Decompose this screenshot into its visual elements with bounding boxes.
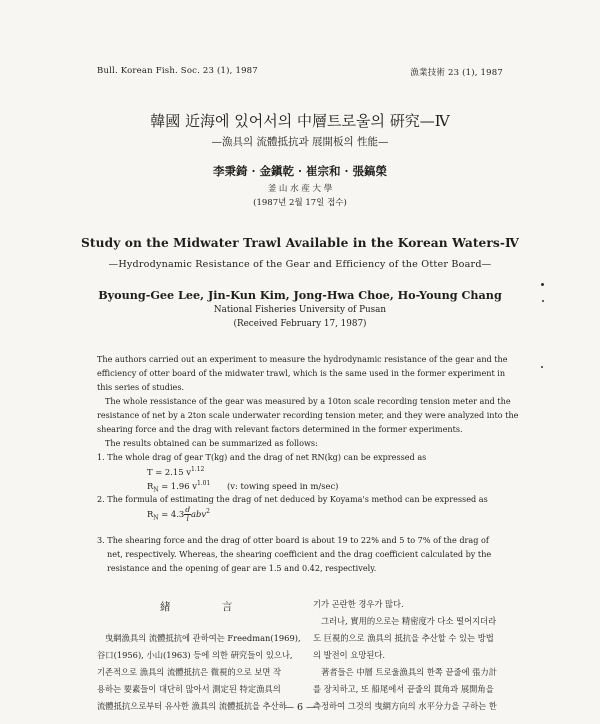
abstract-results-intro: The results obtained can be summarized as follows: xyxy=(105,438,318,448)
eq-body: T = 2.15 v xyxy=(147,466,191,477)
abstract-paragraph-2 xyxy=(97,395,519,437)
body-column-right xyxy=(313,596,515,715)
eq-body: = 1.96 v xyxy=(158,480,197,491)
eq-note: (v: towing speed in m/sec) xyxy=(226,480,339,491)
body-line: 流體抵抗으로부터 유사한 漁具의 流體抵抗을 추산하 xyxy=(97,701,287,711)
english-authors: Byoung-Gee Lee, Jin-Kun Kim, Jong-Hwa Choe, Ho-Young Chang xyxy=(98,288,502,302)
body-line: 谷口(1956), 小山(1963) 등에 의한 硏究들이 있으나, xyxy=(97,650,293,660)
scan-speck xyxy=(541,283,544,286)
abstract-line: The whole ressistance of the gear was measured by a 10ton scale recording tension meter and the xyxy=(105,396,511,406)
running-head-right: 漁業技術 23 (1), 1987 xyxy=(410,68,503,78)
korean-subtitle: —漁具의 流體抵抗과 展開板의 性能— xyxy=(211,136,389,148)
abstract-line: this series of studies. xyxy=(97,381,185,392)
body-line: 도 巨視的으로 漁具의 抵抗을 추산할 수 있는 방법 xyxy=(313,633,494,643)
body-line: 기존적으로 漁具의 流體抵抗은 微視的으로 보면 작 xyxy=(97,667,282,677)
page-number: — 6 — xyxy=(284,702,316,713)
result-item-1: 1. The whole drag of gear T(kg) and the drag of net RN(kg) can be expressed as xyxy=(97,452,427,462)
body-line: 著者들은 中層 트로울漁具의 한쪽 끝줄에 張力計 xyxy=(321,667,498,677)
eq-fraction-denominator: l xyxy=(186,514,189,523)
english-title: Study on the Midwater Trawl Available in the Korean Waters-Ⅳ xyxy=(81,236,519,250)
eq-exponent: 1.12 xyxy=(190,466,205,473)
korean-authors: 李秉錡 · 金鎭乾 · 崔宗和 · 張鎬榮 xyxy=(212,164,388,178)
result-item-3 xyxy=(97,534,503,576)
abstract-line: resistance of net by a 2ton scale underwater recording tension meter, and they were analyzed into the xyxy=(97,409,519,420)
abstract-line: 3. The shearing force and the drag of otter board is about 19 to 22% and 5 to 7% of the drag of xyxy=(97,535,489,545)
body-line: 를 장치하고, 또 船尾에서 끝줄의 貫角과 展開角을 xyxy=(313,684,494,694)
abstract-line: net, respectively. Whereas, the shearing coefficient and the drag coefficient calculated by the xyxy=(107,548,492,559)
eq-exponent: 2 xyxy=(206,508,210,516)
eq-symbol: R xyxy=(147,509,154,519)
equation-koyama xyxy=(147,506,210,523)
scan-speck xyxy=(541,366,543,368)
body-line: 曳網漁具의 流體抵抗에 관하여는 Freedman(1969), xyxy=(105,633,301,643)
korean-received-date: (1987년 2월 17일 접수) xyxy=(253,198,347,208)
english-received-date: (Received February 17, 1987) xyxy=(233,319,367,329)
eq-symbol: R xyxy=(147,480,154,491)
abstract-line: The authors carried out an experiment to measure the hydrodynamic resistance of the gear and the xyxy=(97,354,508,364)
equation-whole-drag xyxy=(147,466,204,477)
korean-title: 韓國 近海에 있어서의 中層트로울의 硏究—Ⅳ xyxy=(150,112,450,130)
body-line: 의 발전이 요망된다. xyxy=(313,650,386,660)
english-affiliation: National Fisheries University of Pusan xyxy=(213,305,387,315)
eq-fraction-numerator: d xyxy=(185,505,191,514)
abstract-paragraph-1 xyxy=(97,353,508,395)
abstract-line: shearing force and the drag with relevant factors determined in the former experiments. xyxy=(97,423,463,434)
korean-affiliation: 釜 山 水 産 大 學 xyxy=(267,184,333,194)
eq-subscript: N xyxy=(153,486,159,494)
running-head-left: Bull. Korean Fish. Soc. 23 (1), 1987 xyxy=(97,66,258,76)
scan-speck xyxy=(542,300,544,302)
eq-subscript: N xyxy=(153,514,159,522)
eq-exponent: 1.01 xyxy=(196,480,211,487)
result-item-2: 2. The formula of estimating the drag of net deduced by Koyama's method can be expressed as xyxy=(97,494,488,504)
body-line: 기가 곤란한 경우가 많다. xyxy=(313,599,404,609)
equation-net-drag xyxy=(147,480,338,493)
abstract-line: efficiency of otter board of the midwater trawl, which is the same used in the former experiment in xyxy=(97,367,506,378)
body-line: 용하는 要素들이 대단히 많아서 測定된 特定漁具의 xyxy=(97,684,281,694)
abstract-line: resistance and the opening of gear are 1.5 and 0.42, respectively. xyxy=(107,562,377,573)
body-line: 측정하여 그것의 曳網方向의 水平分力을 구하는 한 xyxy=(313,701,497,711)
body-line: 그러나, 實用的으로는 精密度가 다소 떨어지더라 xyxy=(321,616,497,626)
english-subtitle: —Hydrodynamic Resistance of the Gear and Efficiency of the Otter Board— xyxy=(108,259,492,270)
eq-body: abv xyxy=(191,509,207,519)
section-heading-introduction: 緒 言 xyxy=(160,601,257,613)
eq-body: = 4.3 xyxy=(158,509,185,519)
